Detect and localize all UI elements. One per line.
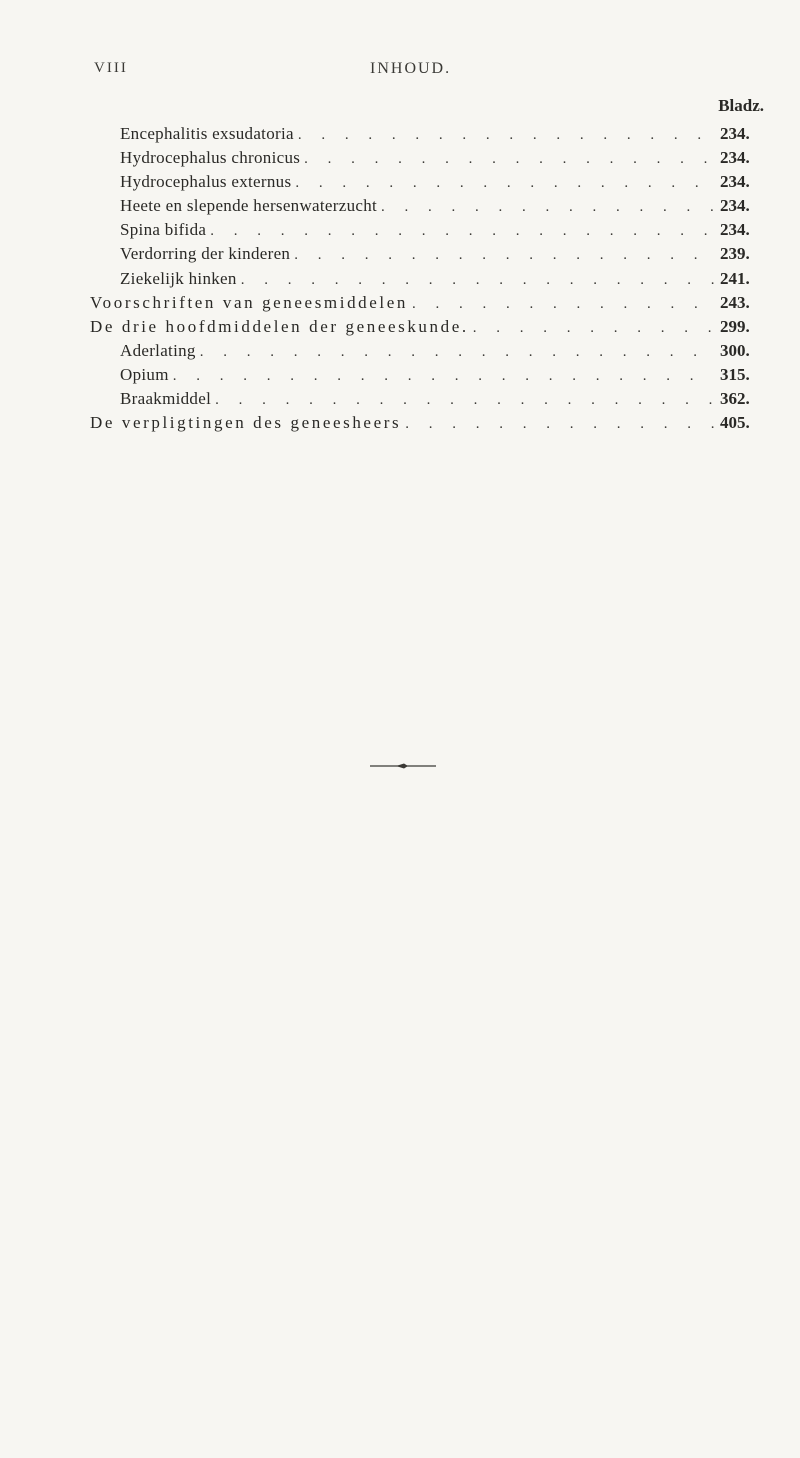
dot-leader [295,171,714,195]
toc-section-title: De verpligtingen des geneesheers [90,413,402,433]
dot-leader [304,147,714,171]
dot-leader [294,243,714,267]
toc-entry [90,146,764,170]
toc-entry [90,363,764,387]
toc-entry-page: 362. [720,389,750,409]
toc-entry-page: 234. [720,172,750,192]
toc-section [90,291,764,315]
toc-entry [90,194,764,218]
toc-entry-page: 234. [720,124,750,143]
toc-section [90,315,764,339]
dot-leader [210,219,714,243]
dot-leader [381,195,714,219]
page-number: VIII [94,60,128,76]
running-head [0,60,800,84]
toc-entry-title: Ziekelijk hinken [120,268,237,288]
toc-entry [90,267,764,291]
toc-entry [90,387,764,411]
dot-leader [241,268,714,292]
toc-entry-title: Braakmiddel [120,389,212,409]
toc-entry-title: Verdorring der kinderen [120,244,291,264]
toc-section-title: Voorschriften van geneesmiddelen [90,292,408,312]
dot-leader [412,292,714,316]
dot-leader [215,388,714,412]
dot-leader [173,364,714,388]
toc-entry-page: 241. [720,268,750,288]
toc-section [90,411,764,435]
dot-leader [405,412,714,436]
toc-entry [90,122,764,146]
table-of-contents [90,122,764,435]
toc-entry-page: 300. [720,340,750,360]
toc-entry-page: 299. [720,316,750,336]
toc-entry-page: 243. [720,292,750,312]
toc-entry-title: Encephalitis exsudatoria [120,124,294,143]
dot-leader [473,316,714,340]
toc-entry-title: Spina bifida [120,220,207,240]
toc-section-title: De drie hoofdmiddelen der geneeskunde. [90,316,469,336]
page-column-label: Bladz. [718,96,764,115]
toc-entry-page: 234. [720,196,750,216]
dot-leader [298,123,714,147]
toc-entry-title: Heete en slepende hersenwaterzucht [120,196,378,216]
dash-ornament-icon [368,760,438,772]
toc-entry [90,218,764,242]
toc-entry-title: Hydrocephalus externus [120,172,292,192]
toc-entry-page: 405. [720,413,750,433]
toc-entry-page: 234. [720,220,750,240]
toc-entry [90,339,764,363]
toc-entry-page: 315. [720,364,750,384]
toc-entry [90,242,764,266]
toc-entry-title: Aderlating [120,340,196,360]
toc-entry-title: Hydrocephalus chronicus [120,148,301,168]
dot-leader [200,340,714,364]
toc-entry-page: 234. [720,148,750,168]
toc-entry-title: Opium [120,364,169,384]
toc-entry [90,170,764,194]
running-head-title: INHOUD. [370,60,452,77]
toc-entry-page: 239. [720,244,750,264]
